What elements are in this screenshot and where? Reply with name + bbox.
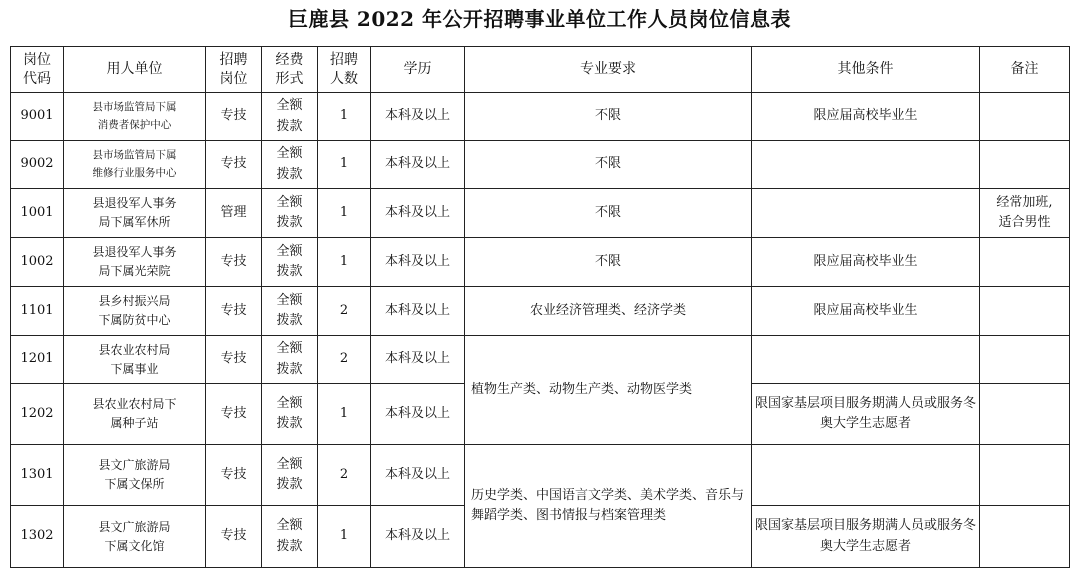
cell-other: 限国家基层项目服务期满人员或服务冬奥大学生志愿者 [752,384,980,445]
table-row [11,141,1070,189]
table-row [11,445,1070,506]
cell-funding: 全额 拨款 [262,141,318,189]
header-other: 其他条件 [752,47,980,93]
header-code: 岗位 代码 [11,47,64,93]
cell-remark [980,506,1070,568]
cell-unit: 县退役军人事务 局下属军休所 [64,189,206,238]
cell-funding: 全额 拨款 [262,506,318,568]
header-count: 招聘 人数 [318,47,371,93]
cell-education: 本科及以上 [371,336,465,384]
cell-count: 1 [318,384,371,445]
cell-remark [980,445,1070,506]
cell-unit: 县市场监管局下属 消费者保护中心 [64,93,206,141]
cell-code: 9001 [11,93,64,141]
header-education: 学历 [371,47,465,93]
table-row [11,238,1070,287]
cell-education: 本科及以上 [371,189,465,238]
cell-unit: 县乡村振兴局 下属防贫中心 [64,287,206,336]
header-major: 专业要求 [465,47,752,93]
cell-post: 专技 [206,445,262,506]
header-remark: 备注 [980,47,1070,93]
cell-other: 限国家基层项目服务期满人员或服务冬奥大学生志愿者 [752,506,980,568]
table-row [11,287,1070,336]
cell-post: 专技 [206,141,262,189]
header-post: 招聘 岗位 [206,47,262,93]
cell-funding: 全额 拨款 [262,384,318,445]
cell-remark [980,287,1070,336]
cell-remark [980,238,1070,287]
table-row [11,336,1070,384]
cell-education: 本科及以上 [371,384,465,445]
table-row [11,93,1070,141]
cell-code: 1002 [11,238,64,287]
cell-other [752,141,980,189]
cell-unit: 县农业农村局下 属种子站 [64,384,206,445]
cell-funding: 全额 拨款 [262,189,318,238]
cell-post: 专技 [206,93,262,141]
cell-other: 限应届高校毕业生 [752,93,980,141]
cell-major: 农业经济管理类、经济学类 [465,287,752,336]
cell-remark [980,141,1070,189]
table-row [11,189,1070,238]
cell-count: 1 [318,238,371,287]
cell-count: 2 [318,336,371,384]
cell-other [752,336,980,384]
cell-other [752,445,980,506]
cell-code: 9002 [11,141,64,189]
cell-post: 专技 [206,336,262,384]
page-title: 巨鹿县 2022 年公开招聘事业单位工作人员岗位信息表 [287,7,792,31]
cell-count: 2 [318,445,371,506]
cell-major: 历史学类、中国语言文学类、美术学类、音乐与舞蹈学类、图书情报与档案管理类 [465,445,752,568]
cell-count: 1 [318,93,371,141]
cell-funding: 全额 拨款 [262,445,318,506]
cell-funding: 全额 拨款 [262,93,318,141]
cell-unit: 县农业农村局 下属事业 [64,336,206,384]
header-funding: 经费 形式 [262,47,318,93]
job-post-table [10,46,1070,568]
cell-education: 本科及以上 [371,141,465,189]
cell-unit: 县退役军人事务 局下属光荣院 [64,238,206,287]
cell-funding: 全额 拨款 [262,287,318,336]
cell-education: 本科及以上 [371,506,465,568]
cell-code: 1301 [11,445,64,506]
cell-post: 专技 [206,238,262,287]
cell-major: 植物生产类、动物生产类、动物医学类 [465,336,752,445]
header-row [11,47,1070,93]
cell-remark [980,384,1070,445]
cell-remark: 经常加班, 适合男性 [980,189,1070,238]
cell-unit: 县市场监管局下属 维修行业服务中心 [64,141,206,189]
cell-code: 1001 [11,189,64,238]
cell-remark [980,336,1070,384]
cell-education: 本科及以上 [371,238,465,287]
cell-education: 本科及以上 [371,93,465,141]
cell-remark [980,93,1070,141]
header-unit: 用人单位 [64,47,206,93]
cell-other: 限应届高校毕业生 [752,287,980,336]
cell-major: 不限 [465,93,752,141]
cell-count: 1 [318,506,371,568]
cell-unit: 县文广旅游局 下属文保所 [64,445,206,506]
cell-unit: 县文广旅游局 下属文化馆 [64,506,206,568]
cell-major: 不限 [465,238,752,287]
cell-major: 不限 [465,141,752,189]
cell-count: 2 [318,287,371,336]
cell-count: 1 [318,141,371,189]
cell-code: 1202 [11,384,64,445]
cell-count: 1 [318,189,371,238]
cell-post: 管理 [206,189,262,238]
cell-post: 专技 [206,384,262,445]
cell-code: 1302 [11,506,64,568]
cell-education: 本科及以上 [371,287,465,336]
cell-funding: 全额 拨款 [262,336,318,384]
cell-funding: 全额 拨款 [262,238,318,287]
cell-code: 1201 [11,336,64,384]
cell-other: 限应届高校毕业生 [752,238,980,287]
cell-education: 本科及以上 [371,445,465,506]
cell-code: 1101 [11,287,64,336]
cell-other [752,189,980,238]
cell-post: 专技 [206,506,262,568]
cell-major: 不限 [465,189,752,238]
cell-post: 专技 [206,287,262,336]
